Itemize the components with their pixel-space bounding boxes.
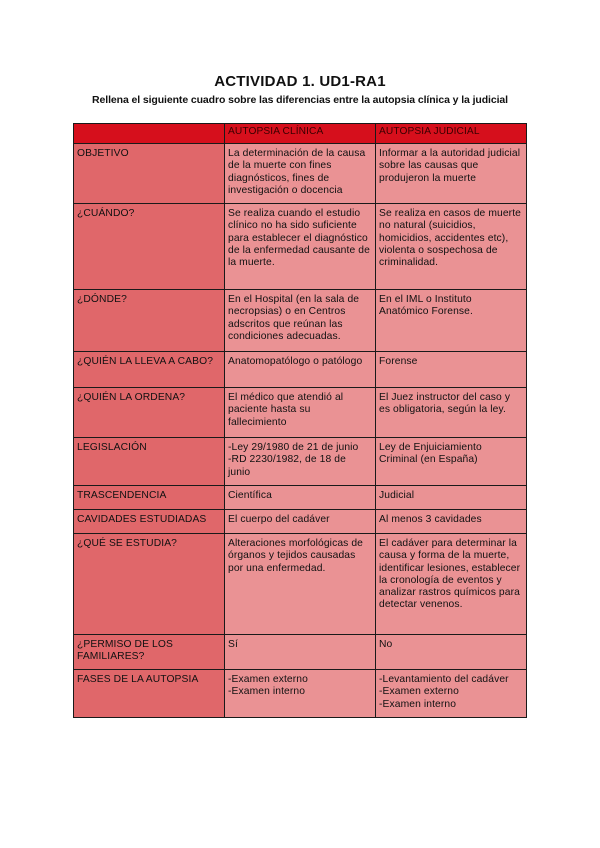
table-row xyxy=(74,290,527,352)
cell-judicial: Se realiza en casos de muerte no natural (suicidios, homicidios, accidentes etc), violenta o sospechosa de criminalidad. xyxy=(376,204,527,290)
cell-judicial: Judicial xyxy=(376,486,527,510)
cell-judicial: El Juez instructor del caso y es obligatoria, según la ley. xyxy=(376,388,527,438)
row-label: ¿QUÉ SE ESTUDIA? xyxy=(74,534,225,635)
table-row xyxy=(74,388,527,438)
row-label: FASES DE LA AUTOPSIA xyxy=(74,670,225,718)
table-row xyxy=(74,438,527,486)
cell-judicial: Informar a la autoridad judicial sobre las causas que produjeron la muerte xyxy=(376,144,527,204)
cell-clinica: Anatomopatólogo o patólogo xyxy=(225,352,376,388)
page-title: ACTIVIDAD 1. UD1-RA1 xyxy=(214,73,386,90)
row-label: ¿DÓNDE? xyxy=(74,290,225,352)
cell-judicial: Al menos 3 cavidades xyxy=(376,510,527,534)
cell-clinica: El cuerpo del cadáver xyxy=(225,510,376,534)
page-subtitle: Rellena el siguiente cuadro sobre las diferencias entre la autopsia clínica y la judicial xyxy=(92,94,508,106)
table-row xyxy=(74,510,527,534)
table-header-row xyxy=(74,124,527,144)
cell-clinica: -Ley 29/1980 de 21 de junio -RD 2230/1982, de 18 de junio xyxy=(225,438,376,486)
cell-judicial: -Levantamiento del cadáver -Examen externo -Examen interno xyxy=(376,670,527,718)
header-cell-empty xyxy=(74,124,225,144)
comparison-table xyxy=(73,123,527,718)
table-row xyxy=(74,534,527,635)
row-label: TRASCENDENCIA xyxy=(74,486,225,510)
row-label: ¿QUIÉN LA LLEVA A CABO? xyxy=(74,352,225,388)
cell-clinica: En el Hospital (en la sala de necropsias) o en Centros adscritos que reúnan las condiciones adecuadas. xyxy=(225,290,376,352)
cell-clinica: Alteraciones morfológicas de órganos y tejidos causadas por una enfermedad. xyxy=(225,534,376,635)
cell-judicial: Ley de Enjuiciamiento Criminal (en España) xyxy=(376,438,527,486)
row-label: ¿CUÁNDO? xyxy=(74,204,225,290)
row-label: LEGISLACIÓN xyxy=(74,438,225,486)
table-row xyxy=(74,144,527,204)
cell-judicial: El cadáver para determinar la causa y forma de la muerte, identificar lesiones, establecer la cronología de eventos y analizar rastros químicos para detectar venenos. xyxy=(376,534,527,635)
header-cell-judicial: AUTOPSIA JUDICIAL xyxy=(376,124,527,144)
cell-judicial: No xyxy=(376,635,527,670)
row-label: CAVIDADES ESTUDIADAS xyxy=(74,510,225,534)
cell-clinica: La determinación de la causa de la muerte con fines diagnósticos, fines de investigación o docencia xyxy=(225,144,376,204)
table-row xyxy=(74,635,527,670)
row-label: ¿PERMISO DE LOS FAMILIARES? xyxy=(74,635,225,670)
table-row xyxy=(74,352,527,388)
cell-clinica: Se realiza cuando el estudio clínico no ha sido suficiente para establecer el diagnóstico de la enfermedad causante de la muerte. xyxy=(225,204,376,290)
cell-clinica: Sí xyxy=(225,635,376,670)
cell-judicial: En el IML o Instituto Anatómico Forense. xyxy=(376,290,527,352)
table-row xyxy=(74,670,527,718)
cell-judicial: Forense xyxy=(376,352,527,388)
table-row xyxy=(74,486,527,510)
row-label: OBJETIVO xyxy=(74,144,225,204)
table-row xyxy=(74,204,527,290)
cell-clinica: -Examen externo -Examen interno xyxy=(225,670,376,718)
cell-clinica: El médico que atendió al paciente hasta su fallecimiento xyxy=(225,388,376,438)
cell-clinica: Científica xyxy=(225,486,376,510)
header-cell-clinica: AUTOPSIA CLÍNICA xyxy=(225,124,376,144)
row-label: ¿QUIÉN LA ORDENA? xyxy=(74,388,225,438)
